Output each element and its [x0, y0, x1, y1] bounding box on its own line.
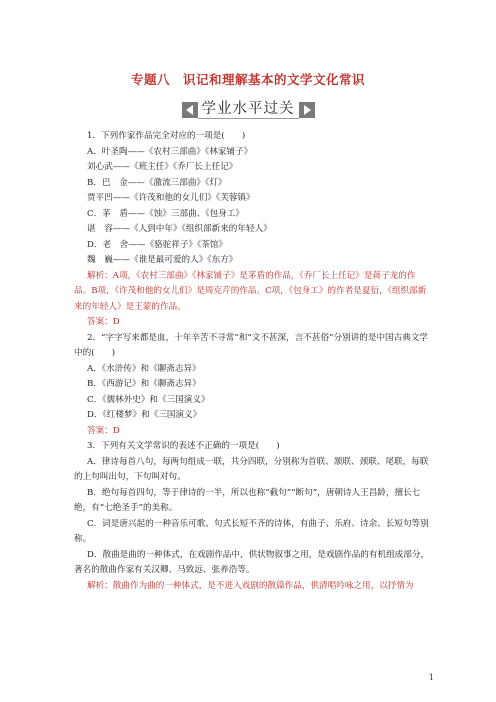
triangle-left-icon — [182, 102, 198, 118]
q2-answer: 答案：D — [87, 425, 120, 436]
q2-option-c: C．《儒林外史》和《三国演义》 — [87, 394, 210, 405]
triangle-right-icon — [299, 102, 315, 118]
q1-option-b2: 贾平凹——《许茂和他的女儿们》《芙蓉镇》 — [87, 193, 255, 203]
q1-option-b1: B．巴 金——《激流三部曲》《灯》 — [87, 177, 227, 188]
page-number: 1 — [428, 673, 434, 682]
q1-option-d1: D．老 舍——《骆驼祥子》《茶馆》 — [87, 239, 228, 250]
page-title: 专题八 识记和理解基本的文学文化常识 — [130, 72, 365, 87]
q2-option-a: A．《水浒传》和《聊斋志异》 — [87, 363, 201, 374]
q3-option-b: B．绝句每首四句，等于律诗的一半，所以也称“截句”“断句”，唐朝诗人王昌龄，擅长七绝，有“七绝圣手”的美称。 — [74, 487, 421, 513]
q1-option-c1: C．茅 盾——《蚀》三部曲、《包身工》 — [87, 208, 244, 219]
q3-option-c: C．词是唐兴起的一种音乐可歌、句式长短不齐的诗体，有曲子、乐府、诗余、长短句等别称。 — [74, 518, 429, 544]
banner-label: 学业水平过关 — [198, 100, 299, 119]
q1-option-c2: 谌 容——《人到中年》《组织部新来的年轻人》 — [87, 224, 272, 234]
q3-stem: 3．下列有关文学常识的表述不正确的一项是( ) — [87, 441, 280, 451]
q2-stem: 2．“字字写来都是血，十年辛苦不寻常”和“文不甚深，言不甚俗”分别讲的是中国古典文学中的( ) — [74, 332, 429, 358]
document-body — [74, 129, 430, 594]
q1-stem: 1．下列作家作品完全对应的一项是( ) — [87, 131, 246, 141]
q1-option-a2: 刘心武——《班主任》《乔厂长上任记》 — [87, 162, 238, 172]
q1-option-d2: 魏 巍——《谁是最可爱的人》《东方》 — [87, 255, 238, 265]
q2-option-d: D．《红楼梦》和《三国演义》 — [87, 410, 202, 420]
q3-option-a: A．律诗每首八句，每两句组成一联，共分四联，分别称为首联、颔联、颈联、尾联，每联的上句叫出句，下句叫对句。 — [74, 456, 429, 482]
q1-explanation: 解析：A项，《农村三部曲》《林家铺子》是茅盾的作品，《乔厂长上任记》是蒋子龙的作品。B项，《许茂和他的女儿们》是周克芹的作品。C项，《包身工》的作者是夏衍，《组织部新来的年轻人》是王蒙的作品。 — [74, 270, 427, 312]
section-banner — [0, 100, 496, 119]
q1-option-a1: A．叶圣陶——《农村三部曲》《林家铺子》 — [87, 146, 253, 157]
q3-explanation: 解析：散曲作为曲的一种体式，是不进入戏剧的散篇作品，供清唱吟咏之用，以抒情为 — [87, 580, 414, 591]
q3-option-d: D．散曲是曲的一种体式，在戏剧作品中，供状物叙事之用，是戏剧作品的有机组成部分，著名的散曲作家有关汉卿、马致远、张养浩等。 — [74, 549, 430, 575]
q1-answer: 答案：D — [87, 317, 120, 327]
q2-option-b: B．《西游记》和《聊斋志异》 — [87, 379, 201, 389]
